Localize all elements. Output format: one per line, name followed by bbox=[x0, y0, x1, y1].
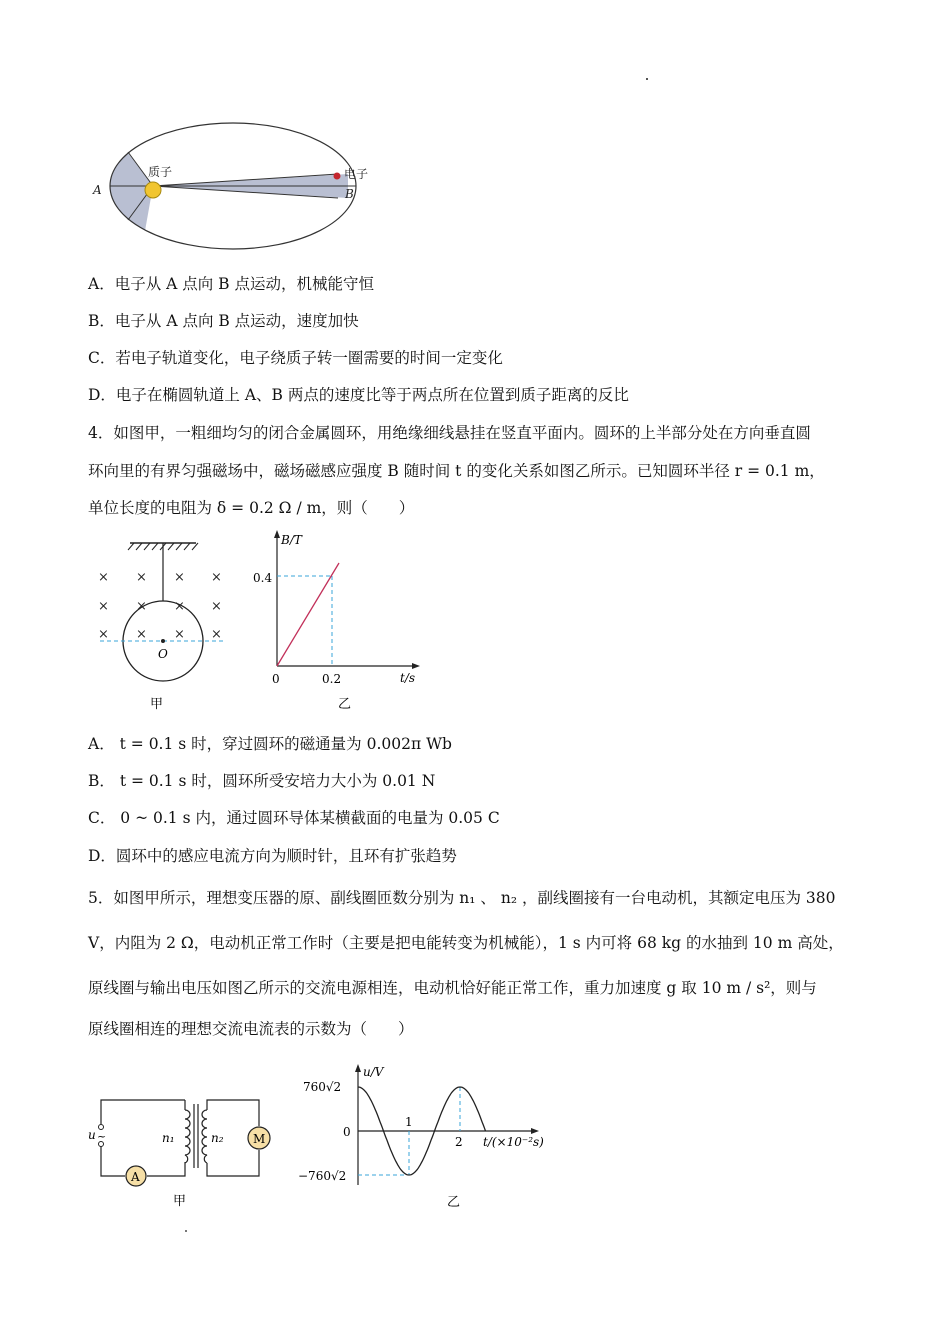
origin-label: 0 bbox=[272, 672, 280, 686]
t-axis-label-q5: t/(×10⁻²s) bbox=[483, 1135, 544, 1149]
b-tick-label: 0.4 bbox=[253, 571, 273, 585]
u-zero-label: 0 bbox=[343, 1125, 351, 1139]
t-axis-label: t/s bbox=[400, 671, 416, 685]
page-mark-dot-bottom bbox=[185, 1230, 187, 1232]
u-min-label: −760√2 bbox=[298, 1169, 347, 1183]
svg-text:×: × bbox=[136, 599, 147, 614]
svg-text:×: × bbox=[174, 599, 185, 614]
svg-text:×: × bbox=[211, 570, 222, 585]
q4-option-a: A． t = 0.1 s 时，穿过圆环的磁通量为 0.002π Wb bbox=[88, 735, 452, 753]
svg-text:×: × bbox=[174, 570, 185, 585]
q4-stem-line2: 环向里的有界匀强磁场中，磁场磁感应强度 B 随时间 t 的变化关系如图乙所示。已知圆环半径 r = 0.1 m， bbox=[88, 462, 825, 480]
q4-option-d: D．圆环中的感应电流方向为顺时针，且环有扩张趋势 bbox=[88, 847, 457, 865]
q4-option-c: C． 0 ~ 0.1 s 内，通过圆环导体某横截面的电量为 0.05 C bbox=[88, 809, 500, 827]
svg-text:×: × bbox=[98, 627, 109, 642]
q4-stem-line3: 单位长度的电阻为 δ = 0.2 Ω / m，则（ ） bbox=[88, 499, 415, 517]
svg-text:×: × bbox=[98, 599, 109, 614]
source-label: u bbox=[88, 1128, 96, 1142]
t-tick2-label: 2 bbox=[455, 1135, 463, 1149]
q4-option-b: B． t = 0.1 s 时，圆环所受安培力大小为 0.01 N bbox=[88, 772, 436, 790]
label-electron: 电子 bbox=[344, 167, 369, 181]
q5-stem-line4: 原线圈相连的理想交流电流表的示数为（ ） bbox=[88, 1020, 414, 1038]
svg-text:×: × bbox=[98, 570, 109, 585]
u-max-label: 760√2 bbox=[303, 1080, 342, 1094]
svg-text:×: × bbox=[211, 599, 222, 614]
t-tick1-label: 1 bbox=[405, 1115, 413, 1129]
q5-stem-line2: V，内阻为 2 Ω，电动机正常工作时（主要是把电能转变为机械能），1 s 内可将 68 kg 的水抽到 10 m 高处， bbox=[88, 934, 844, 952]
label-A: A bbox=[93, 183, 102, 197]
electron-dot bbox=[334, 173, 341, 180]
ammeter-label: A bbox=[131, 1170, 140, 1184]
q3-option-c: C．若电子轨道变化，电子绕质子转一圈需要的时间一定变化 bbox=[88, 349, 503, 367]
svg-text:×: × bbox=[136, 627, 147, 642]
orbit-figure bbox=[88, 120, 388, 255]
svg-text:×: × bbox=[174, 627, 185, 642]
label-proton: 质子 bbox=[148, 165, 173, 179]
page-mark-dot bbox=[646, 78, 648, 80]
t-tick-label: 0.2 bbox=[322, 672, 342, 686]
source-tilde: ~ bbox=[97, 1130, 107, 1143]
svg-text:×: × bbox=[211, 627, 222, 642]
svg-text:×: × bbox=[136, 570, 147, 585]
b-t-line bbox=[277, 563, 339, 666]
u-axis-label: u/V bbox=[363, 1065, 384, 1079]
q3-option-b: B．电子从 A 点向 B 点运动，速度加快 bbox=[88, 312, 359, 330]
q3-option-d: D．电子在椭圆轨道上 A、B 两点的速度比等于两点所在位置到质子距离的反比 bbox=[88, 386, 629, 404]
q3-option-a: A．电子从 A 点向 B 点运动，机械能守恒 bbox=[88, 275, 374, 293]
ring-figure bbox=[88, 530, 248, 720]
ring-center-label: O bbox=[158, 647, 168, 661]
caption-yi-q4: 乙 bbox=[338, 697, 352, 712]
label-B: B bbox=[345, 187, 354, 201]
n1-label: n₁ bbox=[162, 1131, 175, 1145]
b-t-graph bbox=[248, 528, 428, 718]
caption-jia-q5: 甲 bbox=[173, 1194, 187, 1209]
caption-yi-q5: 乙 bbox=[447, 1195, 461, 1210]
transformer-circuit bbox=[85, 1090, 275, 1215]
q5-stem-line1: 5．如图甲所示，理想变压器的原、副线圈匝数分别为 n₁ 、 n₂ ，副线圈接有一台电动机，其额定电压为 380 bbox=[88, 889, 836, 907]
b-axis-label: B/T bbox=[281, 533, 302, 547]
caption-jia-q4: 甲 bbox=[150, 697, 164, 712]
motor-label: M bbox=[253, 1132, 266, 1146]
q4-stem-line1: 4．如图甲，一粗细均匀的闭合金属圆环，用绝缘细线悬挂在竖直平面内。圆环的上半部分处在方向垂直圆 bbox=[88, 424, 811, 442]
u-t-graph bbox=[295, 1060, 555, 1210]
n2-label: n₂ bbox=[211, 1131, 224, 1145]
q5-stem-line3: 原线圈与输出电压如图乙所示的交流电源相连，电动机恰好能正常工作，重力加速度 g 取 10 m / s²，则与 bbox=[88, 979, 817, 997]
proton-dot bbox=[145, 182, 161, 198]
